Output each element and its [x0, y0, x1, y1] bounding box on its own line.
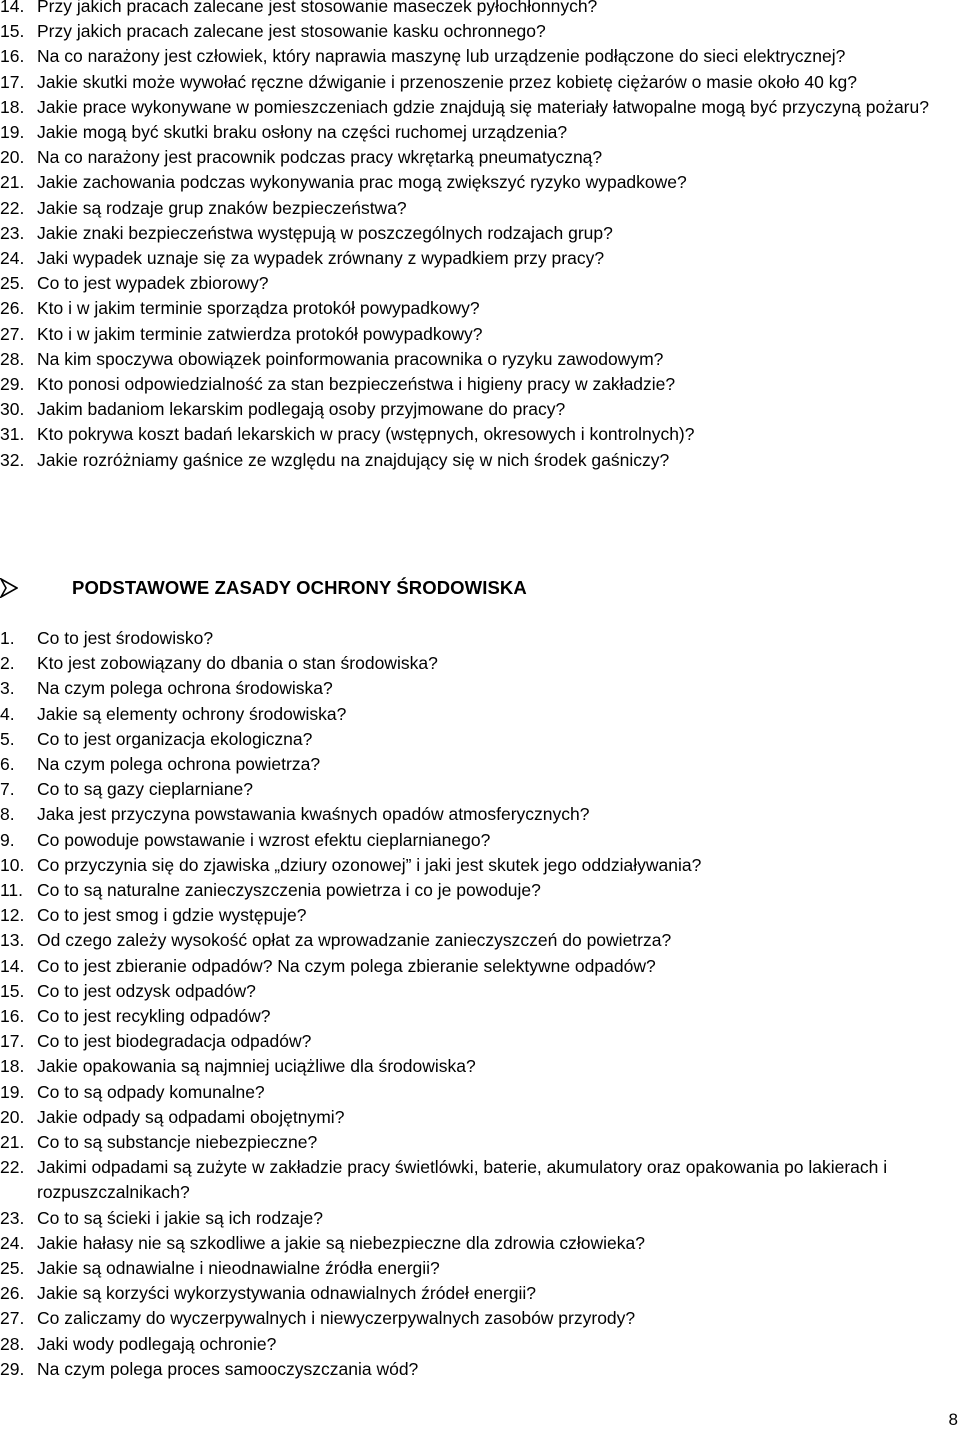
list-item: [0, 903, 960, 928]
list-item: [0, 1231, 960, 1256]
list-item: [0, 1357, 960, 1382]
list-item: [0, 0, 960, 19]
item-text: Jakie są elementy ochrony środowiska?: [37, 703, 347, 724]
item-number: 20.: [0, 1106, 25, 1127]
list-item: [0, 928, 960, 953]
item-number: 13.: [0, 930, 25, 951]
item-text: Na co narażony jest pracownik podczas pracy wkrętarką pneumatyczną?: [37, 147, 603, 168]
item-text: Co to jest zbieranie odpadów? Na czym polega zbieranie selektywne odpadów?: [37, 955, 656, 976]
item-text: Jaka jest przyczyna powstawania kwaśnych opadów atmosferycznych?: [37, 804, 590, 825]
list-item: [0, 651, 960, 676]
item-number: 17.: [0, 71, 25, 92]
item-text: Na czym polega ochrona środowiska?: [37, 678, 333, 699]
item-text: Na czym polega ochrona powietrza?: [37, 754, 321, 775]
list-item: [0, 626, 960, 651]
item-text: Jakie odpady są odpadami obojętnymi?: [37, 1106, 345, 1127]
item-text: Jakie są odnawialne i nieodnawialne źródła energii?: [37, 1258, 440, 1279]
list-item: [0, 752, 960, 777]
page-number: 8: [948, 1410, 958, 1429]
item-number: 23.: [0, 1207, 25, 1228]
list-item: [0, 1306, 960, 1331]
item-number: 29.: [0, 374, 25, 395]
list-item: [0, 828, 960, 853]
list-item: [0, 878, 960, 903]
list-item: [0, 777, 960, 802]
item-number: 26.: [0, 1283, 25, 1304]
list-item: [0, 1080, 960, 1105]
item-text: Jakie mogą być skutki braku osłony na części ruchomej urządzenia?: [37, 122, 568, 143]
list-item: [0, 1004, 960, 1029]
list-item: [0, 1332, 960, 1357]
list-item: [0, 120, 960, 145]
item-text: Jakimi odpadami są zużyte w zakładzie pracy świetlówki, baterie, akumulatory oraz opakowania po lakierach i rozpuszczalnikach?: [37, 1157, 888, 1203]
item-text: Na co narażony jest człowiek, który naprawia maszynę lub urządzenie podłączone do sieci elektrycznej?: [37, 46, 846, 67]
item-number: 22.: [0, 197, 25, 218]
list-item: [0, 1130, 960, 1155]
safety-questions-list: [0, 0, 960, 473]
item-number: 19.: [0, 1081, 25, 1102]
list-item: [0, 802, 960, 827]
item-number: 12.: [0, 905, 25, 926]
list-item: [0, 1206, 960, 1231]
section-heading: [0, 574, 960, 602]
item-text: Kto pokrywa koszt badań lekarskich w pracy (wstępnych, okresowych i kontrolnych)?: [37, 424, 695, 445]
list-item: [0, 1256, 960, 1281]
item-text: Kto i w jakim terminie zatwierdza protokół powypadkowy?: [37, 323, 483, 344]
item-text: Jakie są rodzaje grup znaków bezpieczeństwa?: [37, 197, 407, 218]
item-number: 11.: [0, 880, 24, 901]
item-number: 27.: [0, 323, 25, 344]
item-text: Co to jest wypadek zbiorowy?: [37, 273, 269, 294]
item-number: 8.: [0, 804, 15, 825]
item-text: Co to są naturalne zanieczyszczenia powietrza i co je powoduje?: [37, 880, 541, 901]
list-item: [0, 246, 960, 271]
item-text: Jakie prace wykonywane w pomieszczeniach gdzie znajdują się materiały łatwopalne mogą być przyczyną pożaru?: [37, 96, 929, 117]
list-item: [0, 70, 960, 95]
item-number: 10.: [0, 854, 25, 875]
list-item: [0, 1029, 960, 1054]
list-item: [0, 979, 960, 1004]
item-number: 9.: [0, 829, 15, 850]
item-number: 15.: [0, 21, 25, 42]
item-number: 22.: [0, 1157, 25, 1178]
item-text: Od czego zależy wysokość opłat za wprowadzanie zanieczyszczeń do powietrza?: [37, 930, 672, 951]
item-text: Jakie znaki bezpieczeństwa występują w poszczególnych rodzajach grup?: [37, 222, 613, 243]
list-item: [0, 1054, 960, 1079]
list-item: [0, 44, 960, 69]
item-text: Co to jest odzysk odpadów?: [37, 980, 256, 1001]
item-number: 16.: [0, 46, 25, 67]
list-item: [0, 95, 960, 120]
item-number: 20.: [0, 147, 25, 168]
environment-questions-list: [0, 626, 960, 1382]
item-number: 2.: [0, 653, 15, 674]
item-text: Co zaliczamy do wyczerpywalnych i niewyczerpywalnych zasobów przyrody?: [37, 1308, 636, 1329]
list-item: [0, 448, 960, 473]
list-item: [0, 727, 960, 752]
list-item: [0, 1281, 960, 1306]
list-item: [0, 1155, 960, 1205]
item-text: Co to jest środowisko?: [37, 628, 214, 648]
item-text: Jakie hałasy nie są szkodliwe a jakie są niebezpieczne dla zdrowia człowieka?: [37, 1232, 645, 1253]
list-item: [0, 296, 960, 321]
section-title: PODSTAWOWE ZASADY OCHRONY ŚRODOWISKA: [72, 577, 527, 598]
item-number: 16.: [0, 1006, 25, 1027]
item-number: 23.: [0, 222, 25, 243]
item-number: 4.: [0, 703, 15, 724]
item-number: 28.: [0, 1333, 25, 1354]
item-text: Co powoduje powstawanie i wzrost efektu cieplarnianego?: [37, 829, 491, 850]
list-item: [0, 397, 960, 422]
list-item: [0, 170, 960, 195]
item-text: Co to są gazy cieplarniane?: [37, 779, 253, 800]
item-text: Jaki wypadek uznaje się za wypadek zrównany z wypadkiem przy pracy?: [37, 248, 605, 269]
item-text: Na kim spoczywa obowiązek poinformowania pracownika o ryzyku zawodowym?: [37, 348, 664, 369]
item-number: 1.: [0, 628, 15, 648]
item-text: Co to jest biodegradacja odpadów?: [37, 1031, 312, 1052]
item-number: 24.: [0, 1232, 25, 1253]
item-number: 25.: [0, 273, 25, 294]
list-item: [0, 347, 960, 372]
item-number: 29.: [0, 1358, 25, 1379]
item-number: 31.: [0, 424, 25, 445]
list-item: [0, 954, 960, 979]
list-item: [0, 853, 960, 878]
item-number: 28.: [0, 348, 25, 369]
item-text: Jakie zachowania podczas wykonywania prac mogą zwiększyć ryzyko wypadkowe?: [37, 172, 687, 193]
list-item: [0, 372, 960, 397]
list-item: [0, 19, 960, 44]
item-text: Kto i w jakim terminie sporządza protokół powypadkowy?: [37, 298, 480, 319]
item-number: 3.: [0, 678, 15, 699]
list-item: [0, 422, 960, 447]
item-text: Kto ponosi odpowiedzialność za stan bezpieczeństwa i higieny pracy w zakładzie?: [37, 374, 676, 395]
item-text: Co to są odpady komunalne?: [37, 1081, 265, 1102]
item-number: 27.: [0, 1308, 25, 1329]
item-text: Co to jest smog i gdzie występuje?: [37, 905, 307, 926]
item-number: 24.: [0, 248, 25, 269]
item-number: 14.: [0, 0, 25, 16]
item-number: 6.: [0, 754, 15, 775]
item-number: 26.: [0, 298, 25, 319]
item-number: 15.: [0, 980, 25, 1001]
list-item: [0, 196, 960, 221]
item-text: Co to jest organizacja ekologiczna?: [37, 728, 313, 749]
item-number: 18.: [0, 1056, 25, 1077]
item-text: Co to są substancje niebezpieczne?: [37, 1132, 318, 1153]
item-text: Co to są ścieki i jakie są ich rodzaje?: [37, 1207, 323, 1228]
item-number: 5.: [0, 728, 15, 749]
item-number: 17.: [0, 1031, 25, 1052]
item-number: 21.: [0, 1132, 25, 1153]
list-item: [0, 271, 960, 296]
list-item: [0, 145, 960, 170]
item-text: Jakie skutki może wywołać ręczne dźwiganie i przenoszenie przez kobietę ciężarów o masie około 40 kg?: [37, 71, 857, 92]
item-number: 14.: [0, 955, 25, 976]
item-text: Co przyczynia się do zjawiska „dziury ozonowej” i jaki jest skutek jego oddziaływania?: [37, 854, 702, 875]
item-number: 30.: [0, 399, 25, 420]
item-number: 18.: [0, 96, 25, 117]
list-item: [0, 221, 960, 246]
item-text: Przy jakich pracach zalecane jest stosowanie maseczek pyłochłonnych?: [37, 0, 598, 16]
item-text: Przy jakich pracach zalecane jest stosowanie kasku ochronnego?: [37, 21, 546, 42]
item-text: Jaki wody podlegają ochronie?: [37, 1333, 277, 1354]
item-text: Na czym polega proces samooczyszczania wód?: [37, 1358, 419, 1379]
list-item: [0, 1105, 960, 1130]
item-number: 32.: [0, 449, 25, 470]
item-number: 21.: [0, 172, 25, 193]
item-number: 7.: [0, 779, 15, 800]
item-text: Kto jest zobowiązany do dbania o stan środowiska?: [37, 653, 438, 674]
arrowhead-bullet-icon: [0, 578, 18, 598]
item-number: 25.: [0, 1258, 25, 1279]
item-text: Jakie rozróżniamy gaśnice ze względu na znajdujący się w nich środek gaśniczy?: [37, 449, 670, 470]
item-text: Co to jest recykling odpadów?: [37, 1006, 271, 1027]
item-text: Jakim badaniom lekarskim podlegają osoby przyjmowane do pracy?: [37, 399, 566, 420]
list-item: [0, 322, 960, 347]
item-number: 19.: [0, 122, 25, 143]
item-text: Jakie są korzyści wykorzystywania odnawialnych źródeł energii?: [37, 1283, 536, 1304]
list-item: [0, 702, 960, 727]
list-item: [0, 676, 960, 701]
item-text: Jakie opakowania są najmniej uciążliwe dla środowiska?: [37, 1056, 476, 1077]
